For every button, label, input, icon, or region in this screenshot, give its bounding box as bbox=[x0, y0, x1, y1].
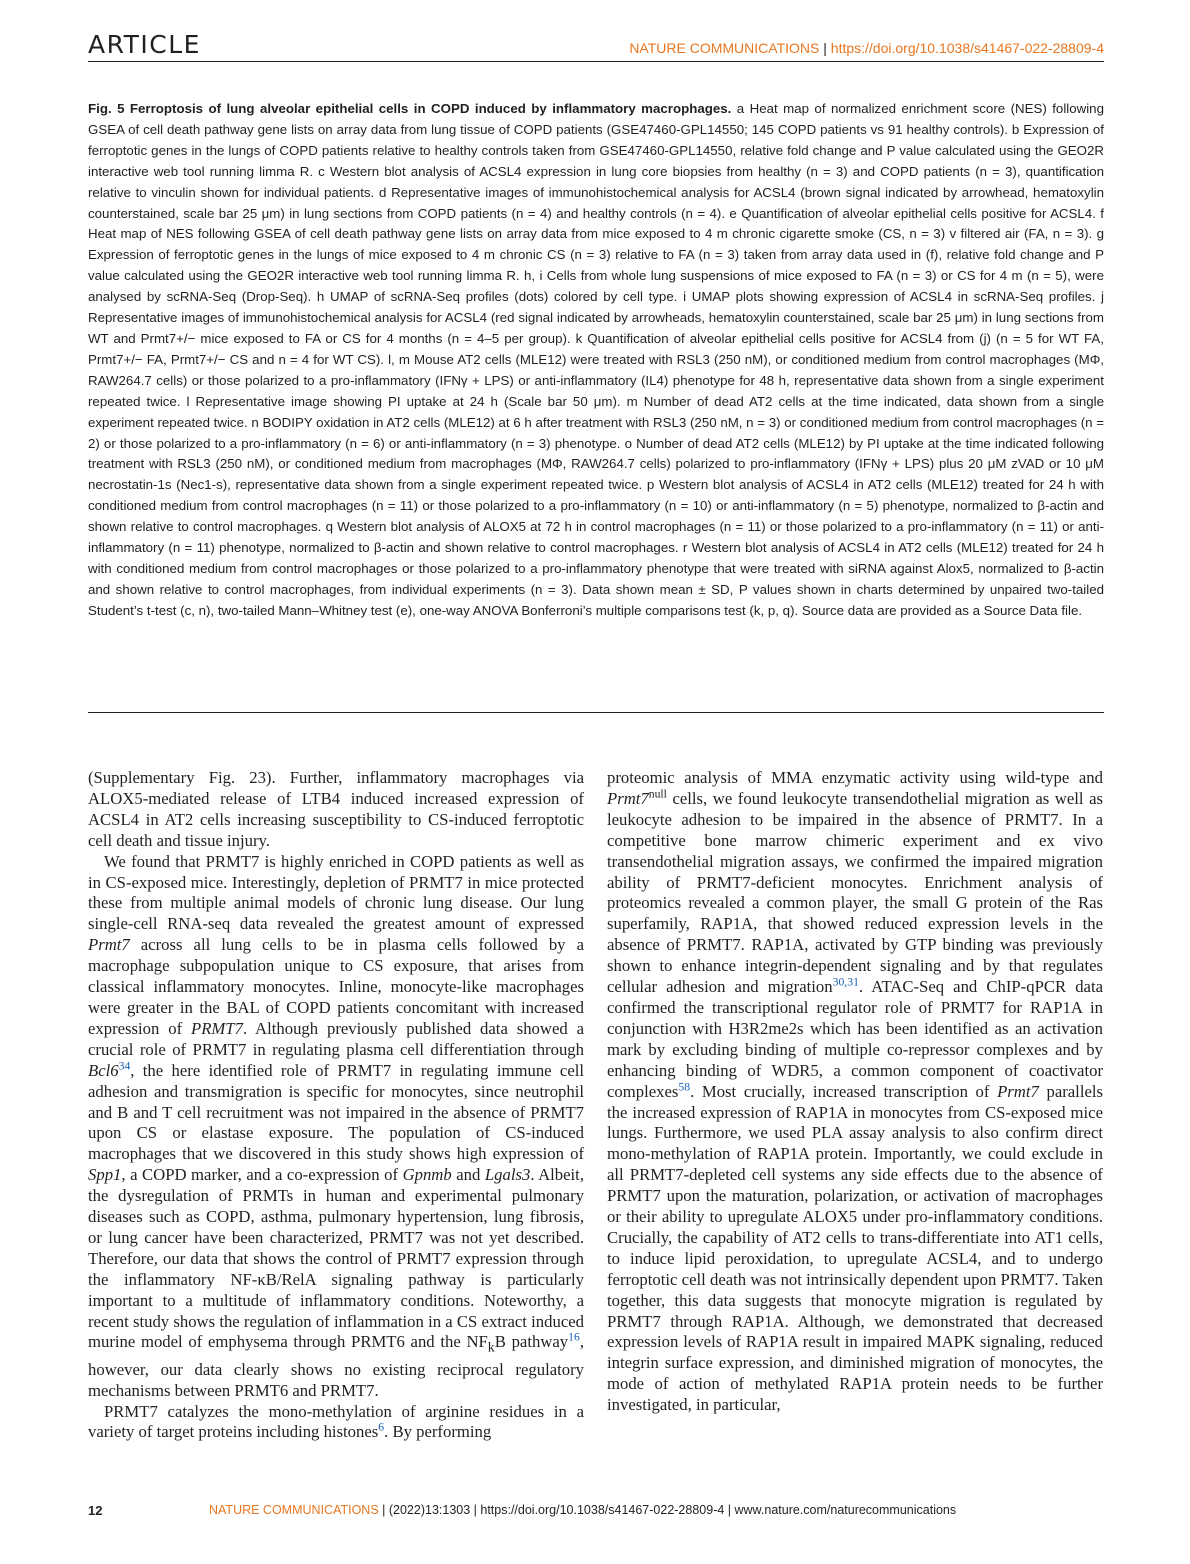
figure-label: Fig. 5 bbox=[88, 101, 125, 116]
right-column bbox=[607, 768, 1103, 1416]
header-separator: | bbox=[819, 40, 831, 56]
citation-link[interactable]: 30,31 bbox=[832, 975, 859, 989]
article-type-label: ARTICLE bbox=[88, 30, 201, 59]
figure-title: Ferroptosis of lung alveolar epithelial cells in COPD induced by inflammatory macrophages. bbox=[129, 101, 732, 116]
paragraph: We found that PRMT7 is highly enriched in COPD patients as well as in CS-exposed mice. Interestingly, depletion of PRMT7 in mice protected these from multiple animal models of chronic lung disease. Our lung single-cell RNA-seq data revealed the greatest amount of expressed Prmt7 across all lung cells to be in plasma cells followed by a macrophage subpopulation unique to CS exposure, that arises from classical inflammatory monocytes. Inline, monocyte-like macrophages were greater in the BAL of COPD patients concomitant with increased expression of PRMT7. Although previously published data showed a crucial role of PRMT7 in regulating plasma cell differentiation through Bcl6$^{34}$, the here identified role of PRMT7 in regulating immune cell adhesion and transmigration is specific for monocytes, since neutrophil and B and T cell recruitment was not impaired in the absence of PRMT7 upon CS or elastase exposure. The population of CS-induced macrophages that we discovered in this study shows high expression of Spp1, a COPD marker, and a co-expression of Gpnmb and Lgals3. Albeit, the dysregulation of PRMTs in human and experimental pulmonary diseases such as COPD, asthma, pulmonary hypertension, lung fibrosis, or lung cancer have been characterized, PRMT7 was not yet described. Therefore, our data that shows the control of PRMT7 expression through the inflammatory NF-κB/RelA signaling pathway is particularly important to a multitude of inflammatory conditions. Noteworthy, a recent study shows the regulation of inflammation in a CS extract induced murine model of emphysema through PRMT6 and the $NF_kB$ pathway$^{16}$, however, our data clearly shows no existing reciprocal regulatory mechanisms between PRMT6 and PRMT7. bbox=[88, 851, 584, 1400]
page-number: 12 bbox=[88, 1503, 103, 1518]
footer-journal-name: NATURE COMMUNICATIONS bbox=[209, 1503, 379, 1517]
citation-link[interactable]: 6 bbox=[378, 1421, 385, 1434]
left-column bbox=[88, 768, 584, 1443]
caption-divider bbox=[88, 712, 1104, 713]
doi-link[interactable]: https://doi.org/10.1038/s41467-022-28809-4 bbox=[830, 40, 1104, 56]
footer-info bbox=[209, 1503, 956, 1517]
footer-citation[interactable]: | (2022)13:1303 | https://doi.org/10.1038/s41467-022-28809-4 | www.nature.com/naturecommunications bbox=[378, 1503, 957, 1517]
figure-caption-body: a Heat map of normalized enrichment score (NES) following GSEA of cell death pathway gene lists on array data from lung tissue of COPD patients (GSE47460-GPL14550; 145 COPD patients vs 91 healthy controls). b Expression of ferroptotic genes in the lungs of COPD patients relative to healthy controls taken from GSE47460-GPL14550, relative fold change and P value calculated using the GEO2R interactive web tool running limma R. c Western blot analysis of ACSL4 expression in lung core biopsies from healthy (n = 3) and COPD patients (n = 3), quantification relative to vinculin shown for individual patients. d Representative images of immunohistochemical analysis for ACSL4 (brown signal indicated by arrowhead, hematoxylin counterstained, scale bar 25 μm) in lung sections from COPD patients (n = 4) and healthy controls (n = 4). e Quantification of alveolar epithelial cells positive for ACSL4. f Heat map of NES following GSEA of cell death pathway gene lists on array data from mice exposed to 4 m chronic cigarette smoke (CS, n = 3) v filtered air (FA, n = 3). g Expression of ferroptotic genes in the lungs of mice exposed to 4 m chronic CS (n = 3) relative to FA (n = 3) taken from array data used in (f), relative fold change and P value calculated using the GEO2R interactive web tool running limma R. h, i Cells from whole lung suspensions of mice exposed to FA (n = 3) or CS for 4 m (n = 5), were analysed by scRNA-Seq (Drop-Seq). h UMAP of scRNA-Seq profiles (dots) colored by cell type. i UMAP plots showing expression of ACSL4 in scRNA-Seq profiles. j Representative images of immunohistochemical analysis for ACSL4 (red signal indicated by arrowheads, hematoxylin counterstained, scale bar 25 μm) in lung sections from WT and Prmt7+/− mice exposed to FA or CS for 4 months (n = 4–5 per group). k Quantification of alveolar epithelial cells positive for ACSL4 from (j) (n = 5 for WT FA, Prmt7+/− FA, Prmt7+/− CS and n = 4 for WT CS). l, m Mouse AT2 cells (MLE12) were treated with RSL3 (250 nM), or conditioned medium from control macrophages (MΦ, RAW264.7 cells) or those polarized to a pro-inflammatory (IFNγ + LPS) or anti-inflammatory (IL4) phenotype for 48 h, representative data shown from a single experiment repeated twice. l Representative image showing PI uptake at 24 h (Scale bar 50 μm). m Number of dead AT2 cells at the time indicated, data shown from a single experiment repeated twice. n BODIPY oxidation in AT2 cells (MLE12) at 6 h after treatment with RSL3 (250 nM, n = 3) or conditioned medium from control macrophages (n = 2) or those polarized to a pro-inflammatory (n = 6) or anti-inflammatory (n = 3) phenotype. o Number of dead AT2 cells (MLE12) by PI uptake at the time indicated following treatment with RSL3 (250 nM), or conditioned medium from macrophages (MΦ, RAW264.7 cells) polarized to pro-inflammatory (IFNγ + LPS) plus 20 μM zVAD or 10 μM necrostatin-1s (Nec1-s), representative data shown from a single experiment repeated twice. p Western blot analysis of ACSL4 in AT2 cells (MLE12) treated for 24 h with conditioned medium from control macrophages (n = 11) or those polarized to a pro-inflammatory (n = 10) or anti-inflammatory (n = 5) phenotype, normalized to β-actin and shown relative to control macrophages. q Western blot analysis of ALOX5 at 72 h in control macrophages (n = 11) or those polarized to a pro-inflammatory (n = 11) or anti-inflammatory (n = 11) phenotype, normalized to β-actin and shown relative to control macrophages. r Western blot analysis of ACSL4 in AT2 cells (MLE12) treated for 24 h with conditioned medium from control macrophages or those polarized to a pro-inflammatory phenotype that were treated with siRNA against Alox5, normalized to β-actin and shown relative to control macrophages, from individual experiments (n = 3). Data shown mean ± SD, P values shown in charts determined by unpaired two-tailed Student’s t-test (c, n), two-tailed Mann–Whitney test (e), one-way ANOVA Bonferroni’s multiple comparisons test (k, p, q). Source data are provided as a Source Data file. bbox=[88, 101, 1104, 618]
header-divider bbox=[88, 61, 1104, 62]
paragraph: PRMT7 catalyzes the mono-methylation of arginine residues in a variety of target proteins including histones$^6$. By performing bbox=[88, 1401, 584, 1442]
paragraph: (Supplementary Fig. 23). Further, inflammatory macrophages via ALOX5-mediated release of LTB4 induced increased expression of ACSL4 in AT2 cells increasing susceptibility to CS-induced ferroptotic cell death and tissue injury. bbox=[88, 768, 584, 850]
paragraph: proteomic analysis of MMA enzymatic activity using wild-type and $Prmt7^{null}$ cells, we found leukocyte transendothelial migration as well as leukocyte adhesion to be impaired in the absence of PRMT7. In a competitive bone marrow chimeric experiment and ex vivo transendothelial migration assays, we confirmed the impaired migration ability of PRMT7-deficient monocytes. Enrichment analysis of proteomics revealed a common player, the small G protein of the Ras superfamily, RAP1A, that showed reduced expression levels in the absence of PRMT7. RAP1A, activated by GTP binding was previously shown to enhance integrin-dependent signaling and by that regulates cellular adhesion and migration$^{30,31}$. ATAC-Seq and ChIP-qPCR data confirmed the transcriptional regulator role of PRMT7 for RAP1A in conjunction with H3R2me2s which has been identified as an activation mark by excluding binding of multiple co-repressor complexes and by enhancing binding of WDR5, a common component of coactivator complexes$^{58}$. Most crucially, increased transcription of Prmt7 parallels the increased expression of RAP1A in monocytes from CS-exposed mice lungs. Furthermore, we used PLA assay analysis to also confirm direct mono-methylation of RAP1A protein. Importantly, we could exclude in all PRMT7-depleted cell systems any side effects due to the absence of PRMT7 upon the maturation, polarization, or activation of macrophages or their ability to upregulate ALOX5 under pro-inflammatory conditions. Crucially, the capability of AT2 cells to trans-differentiate into AT1 cells, to induce lipid peroxidation, to upregulate ACSL4, and to undergo ferroptotic cell death was not intrinsically dependent upon PRMT7. Taken together, this data suggests that monocyte migration is regulated by PRMT7 through RAP1A. Although, we demonstrated that decreased expression levels of RAP1A result in impaired MAPK signaling, reduced integrin surface expression, and diminished migration of monocytes, the mode of action of methylated RAP1A protein needs to be further investigated, in particular, bbox=[607, 768, 1103, 1415]
citation-link[interactable]: 34 bbox=[118, 1059, 131, 1073]
figure-caption bbox=[88, 99, 1104, 622]
running-header bbox=[629, 40, 1104, 56]
citation-link[interactable]: 58 bbox=[678, 1080, 691, 1094]
citation-link[interactable]: 16 bbox=[568, 1331, 580, 1345]
journal-name: NATURE COMMUNICATIONS bbox=[629, 40, 820, 56]
